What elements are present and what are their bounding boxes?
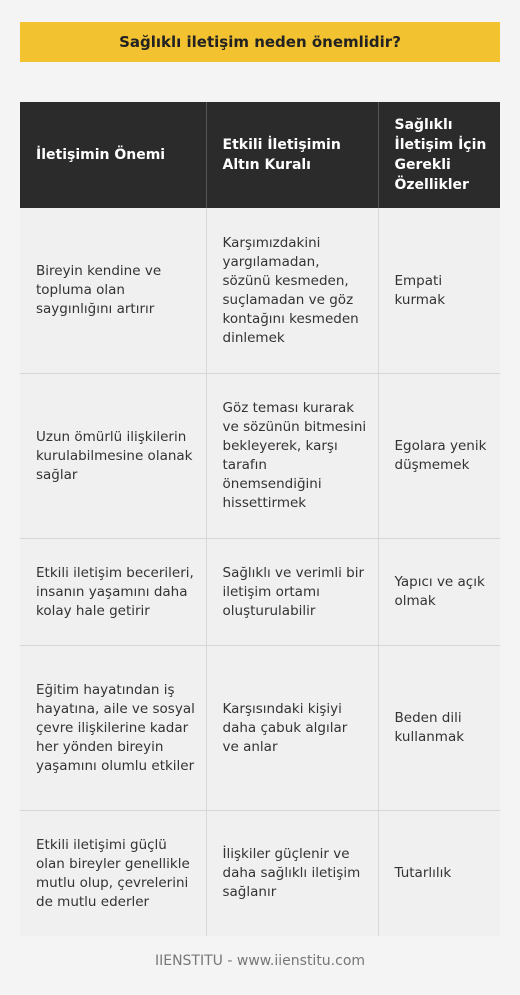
table-row — [20, 539, 500, 646]
footer-credit: IIENSTITU - www.iienstitu.com — [154, 953, 366, 969]
table-cell: Tutarlılık — [394, 865, 452, 881]
table-cell: Egolara yenik düşmemek — [378, 374, 500, 539]
table-cell: Beden dili kullanmak — [378, 646, 500, 811]
table-cell: Eğitim hayatından iş hayatına, aile ve sosyal çevre ilişkilerine kadar her yönden bireyin yaşamını olumlu etkiler — [20, 646, 206, 811]
table-cell: İlişkiler güçlenir ve daha sağlıklı iletişim sağlanır — [206, 811, 378, 937]
table-cell: Karşısındaki kişiyi daha çabuk algılar ve anlar — [206, 646, 378, 811]
page-title: Sağlıklı iletişim neden önemlidir? — [20, 22, 500, 62]
table-cell: Empati kurmak — [378, 208, 500, 374]
table-cell: Yapıcı ve açık olmak — [378, 539, 500, 646]
table-header-row — [20, 102, 500, 208]
table-cell: Bireyin kendine ve topluma olan saygınlığını artırır — [20, 208, 206, 374]
table-row — [20, 811, 500, 937]
column-header: Sağlıklı İletişim İçin Gerekli Özellikler — [378, 102, 500, 208]
table-cell: Etkili iletişim becerileri, insanın yaşamını daha kolay hale getirir — [20, 539, 206, 646]
column-header: İletişimin Önemi — [20, 102, 206, 208]
table-cell: Etkili iletişimi güçlü olan bireyler genellikle mutlu olup, çevrelerini de mutlu ederler — [20, 811, 206, 937]
table-cell: Göz teması kurarak ve sözünün bitmesini bekleyerek, karşı tarafın önemsendiğini hissettirmek — [206, 374, 378, 539]
table-cell: Sağlıklı ve verimli bir iletişim ortamı oluşturulabilir — [206, 539, 378, 646]
column-header: Etkili İletişimin Altın Kuralı — [206, 102, 378, 208]
table-row — [20, 646, 500, 811]
table-cell: Uzun ömürlü ilişkilerin kurulabilmesine olanak sağlar — [20, 374, 206, 539]
comparison-table — [20, 102, 500, 936]
table-row — [20, 374, 500, 539]
table-cell: Karşımızdakini yargılamadan, sözünü kesmeden, suçlamadan ve göz kontağını kesmeden dinlemek — [206, 208, 378, 374]
table-row — [20, 208, 500, 374]
